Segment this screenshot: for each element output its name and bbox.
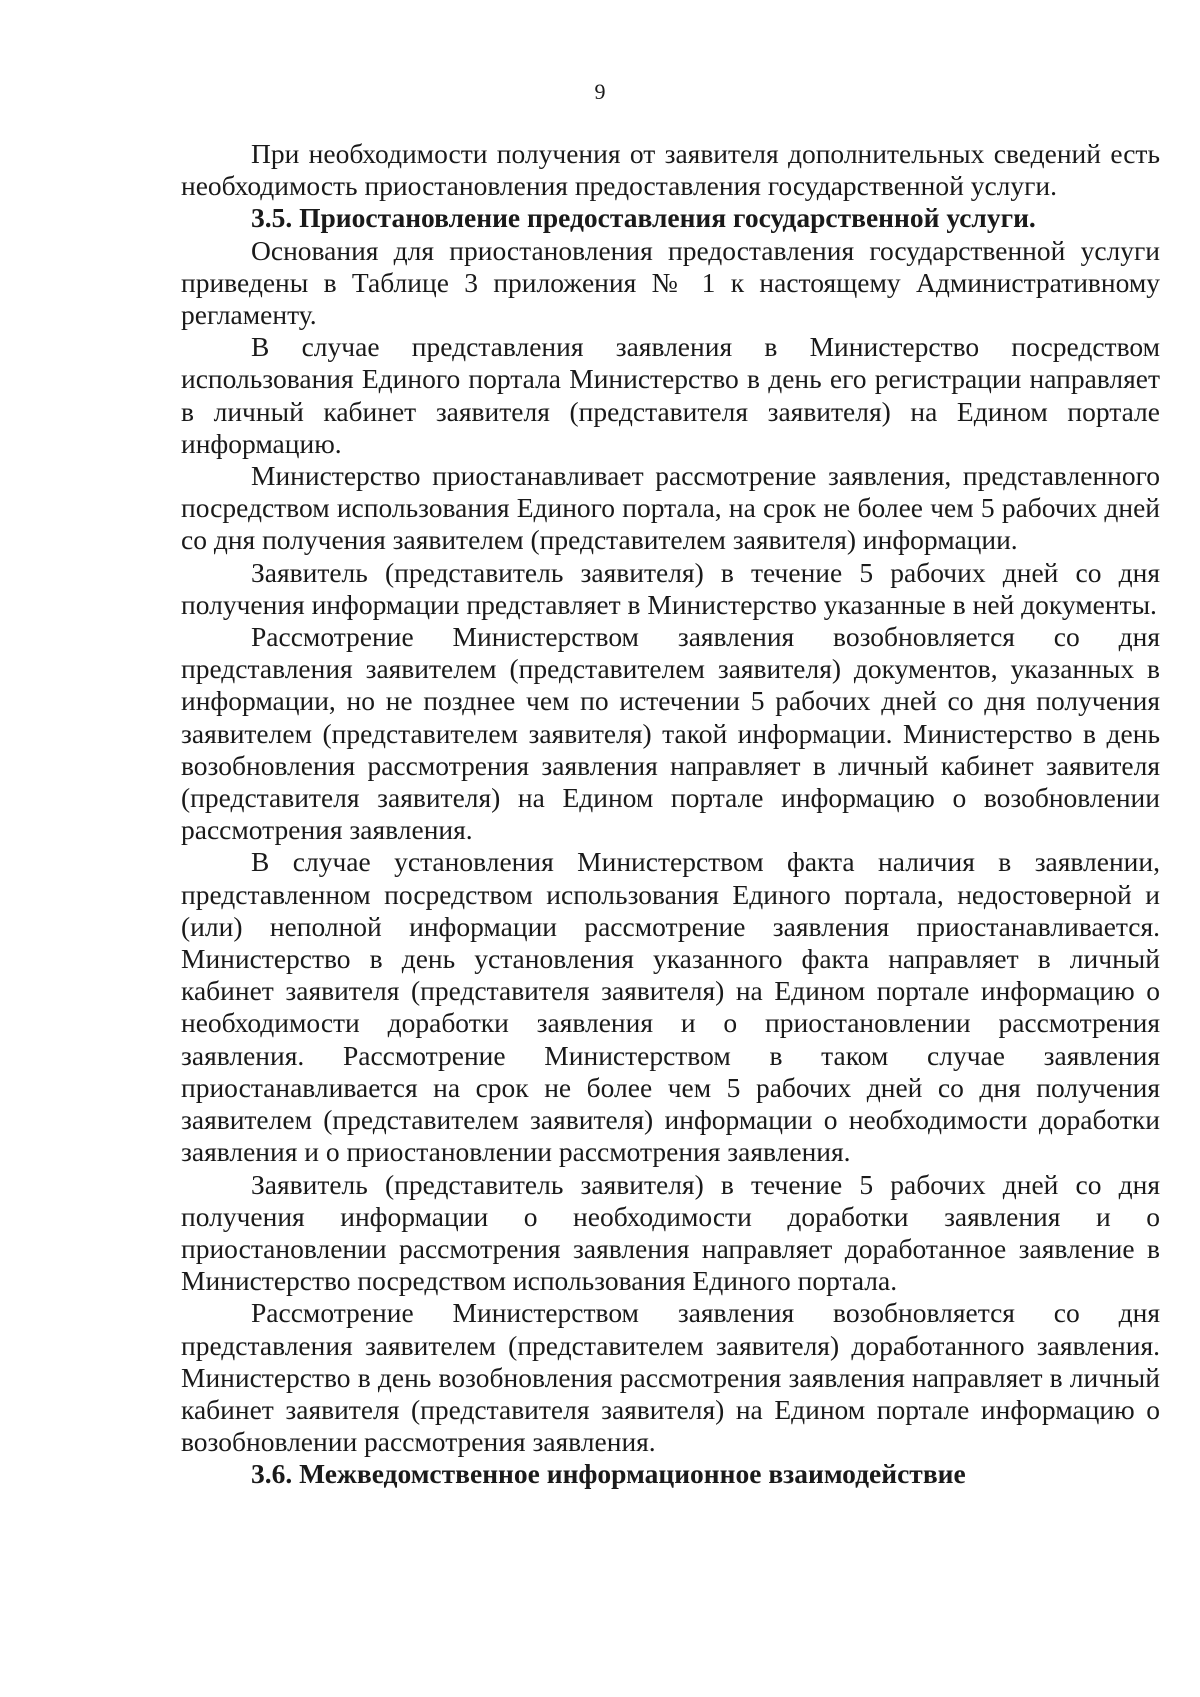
section-heading: 3.5. Приостановление предоставления государственной услуги. [251,202,1036,234]
paragraph: Заявитель (представитель заявителя) в течение 5 рабочих дней со дня получения информации о необходимости доработки заявления и о приостановлении рассмотрения заявления направляет доработанное заявление в Министерство посредством использования Единого портала. [181,1168,1160,1297]
paragraph: Рассмотрение Министерством заявления возобновляется со дня представления заявителем (представителем заявителя) документов, указанных в информации, но не позднее чем по истечении 5 рабочих дней со дня получения заявителем (представителем заявителя) такой информации. Министерство в день возобновления рассмотрения заявления направляет в личный кабинет заявителя (представителя заявителя) на Едином портале информацию о возобновлении рассмотрения заявления. [181,621,1160,846]
paragraph: Рассмотрение Министерством заявления возобновляется со дня представления заявителем (представителем заявителя) доработанного заявления. Министерство в день возобновления рассмотрения заявления направляет в личный кабинет заявителя (представителя заявителя) на Едином портале информацию о возобновлении рассмотрения заявления. [181,1297,1160,1458]
page-number: 9 [594,79,606,104]
paragraph: Основания для приостановления предоставления государственной услуги приведены в Таблице 3 приложения № 1 к настоящему Административному регламенту. [181,234,1160,331]
document-body [181,138,1160,1491]
paragraph: В случае представления заявления в Министерство посредством использования Единого портала Министерство в день его регистрации направляет в личный кабинет заявителя (представителя заявителя) на Едином портале информацию. [181,331,1160,459]
paragraph: В случае установления Министерством факта наличия в заявлении, представленном посредством использования Единого портала, недостоверной и (или) неполной информации рассмотрение заявления приостанавливается. Министерство в день установления указанного факта направляет в личный кабинет заявителя (представителя заявителя) на Едином портале информацию о необходимости доработки заявления и о приостановлении рассмотрения заявления. Рассмотрение Министерством в таком случае заявления приостанавливается на срок не более чем 5 рабочих дней со дня получения заявителем (представителем заявителя) информации о необходимости доработки заявления и о приостановлении рассмотрения заявления. [181,846,1160,1168]
paragraph: При необходимости получения от заявителя дополнительных сведений есть необходимость приостановления предоставления государственной услуги. [181,138,1160,202]
section-heading: 3.6. Межведомственное информационное взаимодействие [251,1458,966,1490]
paragraph: Министерство приостанавливает рассмотрение заявления, представленного посредством использования Единого портала, на срок не более чем 5 рабочих дней со дня получения заявителем (представителем заявителя) информации. [181,460,1160,556]
paragraph: Заявитель (представитель заявителя) в течение 5 рабочих дней со дня получения информации представляет в Министерство указанные в ней документы. [181,556,1160,620]
